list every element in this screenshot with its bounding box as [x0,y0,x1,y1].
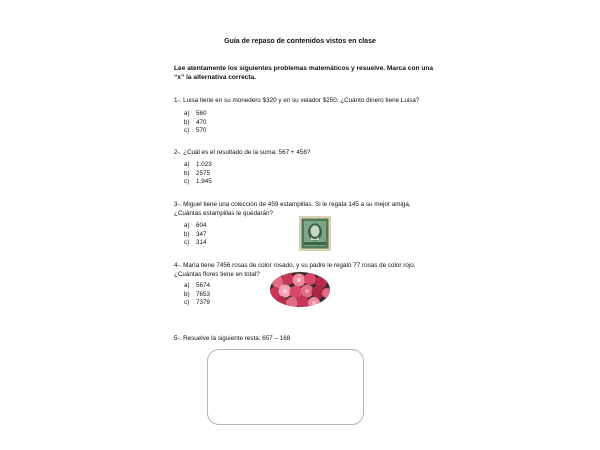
question-3-options [184,222,207,248]
option-b[interactable]: b) 347 [184,230,207,238]
question-3-text: 3-. Miguel tiene una colección de 459 estampillas. Si le regala 145 a su mejor amiga, ¿Cuántas estampillas le quedarán? [174,201,411,217]
option-b[interactable]: b) 470 [184,118,207,126]
option-a[interactable]: a) 1.023 [184,161,212,168]
question-4-options [184,282,210,308]
option-c[interactable]: c) 314 [184,239,207,246]
option-c[interactable]: c) 1.945 [184,178,212,185]
option-b[interactable]: b) 7653 [184,290,211,298]
option-a[interactable]: a) 5674 [184,282,211,289]
option-a[interactable]: a) 604 [184,222,207,229]
option-b[interactable]: b) 2575 [184,169,211,177]
question-1-options [184,110,207,136]
question-2-options [184,161,212,187]
answer-box[interactable] [207,349,364,425]
question-4-text: 4-. María tiene 7456 rosas de color rosado, y su padre le regaló 77 rosas de color rojo. ¿Cuántas flores tiene en total? [174,262,416,278]
question-5-text: 5-. Resuelve la siguiente resta: 657 – 168 [174,335,291,342]
option-c[interactable]: c) 7379 [184,299,211,306]
question-2-text: 2-. ¿Cuál es el resultado de la suma: 567 + 456? [174,149,311,156]
stamp-image [299,216,331,251]
page-title: Guía de repaso de contenidos vistos en clase [224,38,376,45]
option-a[interactable]: a) 560 [184,110,207,117]
roses-image [270,272,330,307]
question-1-text: 1-. Luisa tiene en su monedero $320 y en su velador $250. ¿Cuánto dinero tiene Luisa? [174,97,420,104]
option-c[interactable]: c) 570 [184,127,207,134]
instructions: Lee atentamente los siguientes problemas matemáticos y resuelve. Marca con una “x” la alternativa correcta. [174,65,434,81]
